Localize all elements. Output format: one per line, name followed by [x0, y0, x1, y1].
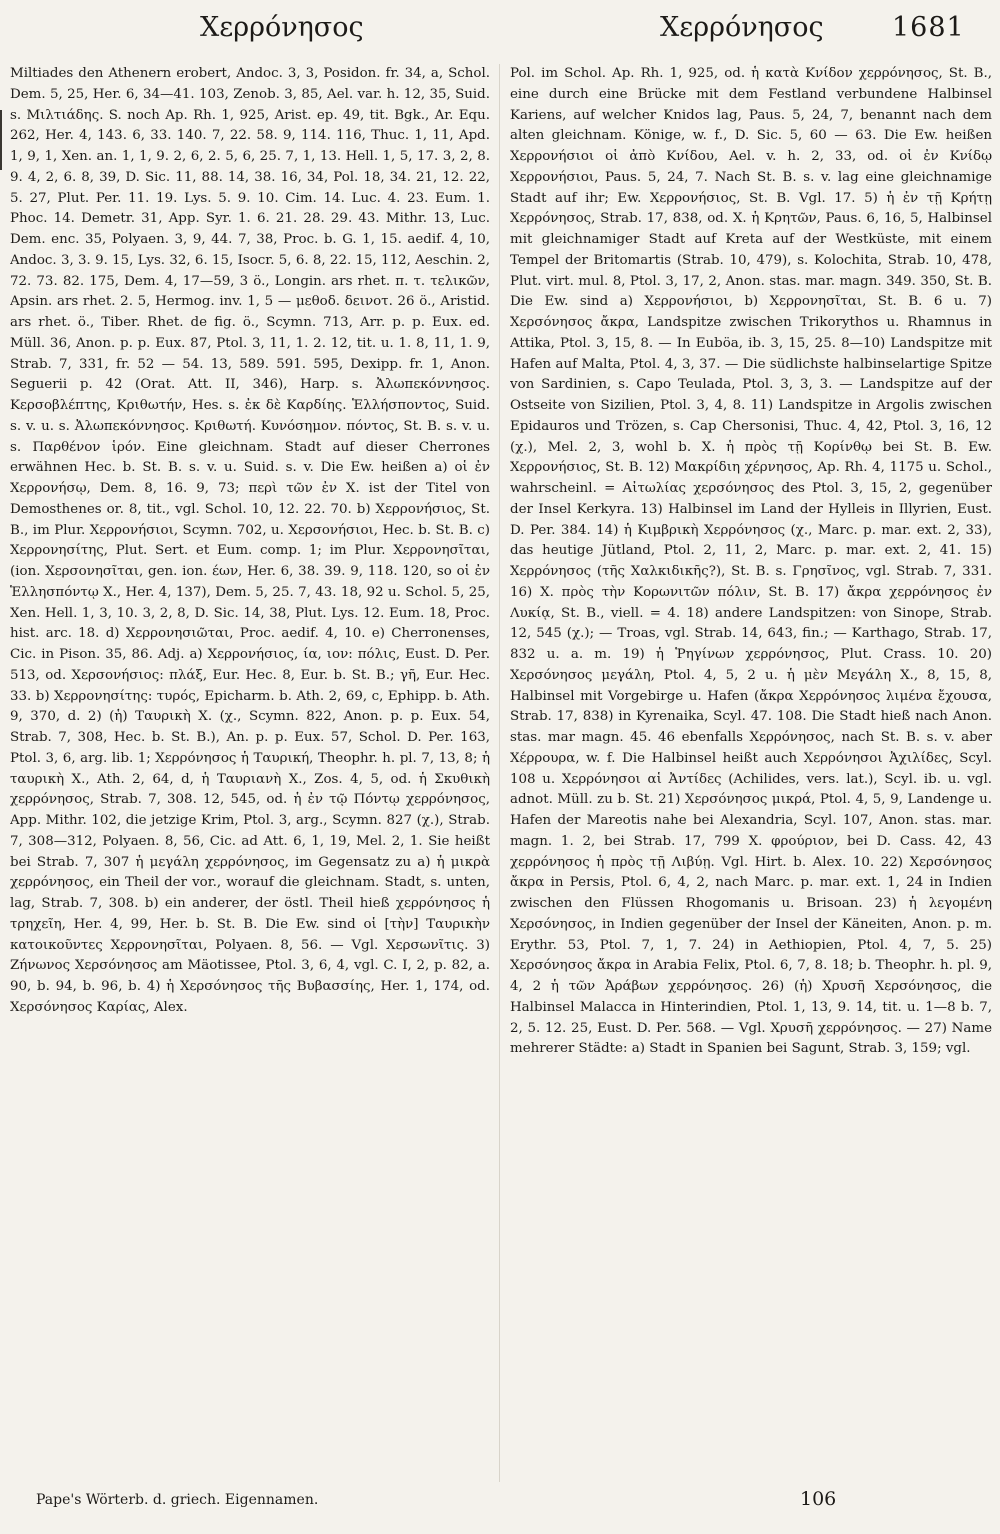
- footer-publisher: Pape's Wörterb. d. griech. Eigennamen.: [36, 1492, 319, 1508]
- right-column: [510, 64, 992, 1484]
- header-title-right: Χερρόνησος: [660, 12, 824, 43]
- left-column: [10, 64, 490, 1484]
- margin-mark: [0, 110, 2, 170]
- left-column-text: Miltiades den Athenern erobert, Andoc. 3, 3, Posidon. fr. 34, a, Schol. Dem. 5, 25, Her. 6, 34—41. 103, Zenob. 3, 85, Ael. var. h. 12, 35, Suid. s. Μιλτιάδης. S. noch Ap. Rh. 1, 925, Arist. ep. 49, tit. Bgk., Ar. Equ. 262, Her. 4, 143. 6, 33. 140. 7, 22. 58. 9, 114. 116, Thuc. 1, 11, Apd. 1, 9, 1, Xen. an. 1, 1, 9. 2, 6, 2. 5, 6, 25. 7, 1, 13. Hell. 1, 5, 17. 3, 2, 8. 9. 4, 2, 6. 8, 39, D. Sic. 11, 88. 14, 38. 16, 34, Pol. 18, 34. 21, 12. 22, 5. 27, Plut. Per. 11. 19. Lys. 5. 9. 10. Cim. 14. Luc. 4. 23. Eum. 1. Phoc. 14. Demetr. 31, App. Syr. 1. 6. 21. 28. 29. 43. Mithr. 13, Luc. Dem. enc. 35, Polyaen. 3, 9, 44. 7, 38, Proc. b. G. 1, 15. aedif. 4, 10, Andoc. 3, 3. 9. 15, Lys. 32, 6. 15, Isocr. 5, 6. 8, 22. 15, 112, Aeschin. 2, 72. 73. 82. 175, Dem. 4, 17—59, 3 ö., Longin. ars rhet. π. τ. τελικῶν, Apsin. ars rhet. 2. 5, Hermog. inv. 1, 5 — μεθοδ. δεινοτ. 26 ö., Aristid. ars rhet. ö., Tiber. Rhet. de fig. ö., Scymn. 713, Arr. p. p. Eux. ed. Müll. 36, Anon. p. p. Eux. 87, Ptol. 3, 11, 1. 2. 12, tit. u. 1. 8, 11, 1. 9, Strab. 7, 331, fr. 52 — 54. 13, 589. 591. 595, Dexipp. fr. 1, Anon. Seguerii p. 42 (Orat. Att. II, 346), Harp. s. Ἀλωπεκόννησος. Κερσοβλέπτης, Κριθωτήν, Hes. s. ἐκ δὲ Καρδίης. Ἑλλήσποντος, Suid. s. v. u. s. Ἀλωπεκόννησος. Κριθωτή. Κυνόσημον. πόντος, St. B. s. v. u. s. Παρθένον ἱρόν. Eine gleichnam. Stadt auf dieser Cherrones erwähnen Hec. b. St. B. s. v. u. Suid. s. v. Die Ew. heißen a) οἱ ἐν Χερρονήσῳ, Dem. 8, 16. 9, 73; περὶ τῶν ἐν Χ. ist der Titel von Demosthenes or. 8, tit., vgl. Schol. 10, 12. 22. 70. b) Χερρονήσιος, St. B., im Plur. Χερρονήσιοι, Scymn. 702, u. Χερσονήσιοι, Hec. b. St. B. c) Χερρονησίτης, Plut. Sert. et Eum. comp. 1; im Plur. Χερρονησῖται, (ion. Χερσονησῖται, gen. ion. έων, Her. 6, 38. 39. 9, 118. 120, so οἱ ἐν Ἑλλησπόντῳ Χ., Her. 4, 137), Dem. 5, 25. 7, 43. 18, 92 u. Schol. 5, 25, Xen. Hell. 1, 3, 10. 3, 2, 8, D. Sic. 14, 38, Plut. Lys. 12. Eum. 18, Proc. hist. arc. 18. d) Χερρονησιῶται, Proc. aedif. 4, 10. e) Cherronenses, Cic. in Pison. 35, 86. Adj. a) Χερρονήσιος, ία, ιον: πόλις, Eust. D. Per. 513, od. Χερσονήσιος: πλάξ, Eur. Hec. 8, Eur. b. St. B.; γῆ, Eur. Hec. 33. b) Χερρονησίτης: τυρός, Epicharm. b. Ath. 2, 69, c, Ephipp. b. Ath. 9, 370, d. 2) (ἡ) Ταυρικὴ Χ. (χ., Scymn. 822, Anon. p. p. Eux. 54, Strab. 7, 308, Hec. b. St. B.), An. p. p. Eux. 57, Schol. D. Per. 163, Ptol. 3, 6, arg. lib. 1; Χερρόνησος ἡ Ταυρική, Theophr. h. pl. 7, 13, 8; ἡ ταυρικὴ Χ., Ath. 2, 64, d, ἡ Ταυριανὴ Χ., Zos. 4, 5, od. ἡ Σκυθικὴ χερρόνησος, Strab. 7, 308. 12, 545, od. ἡ ἐν τῷ Πόντῳ χερρόνησος, App. Mithr. 102, die jetzige Krim, Ptol. 3, arg., Scymn. 827 (χ.), Strab. 7, 308—312, Polyaen. 8, 56, Cic. ad Att. 6, 1, 19, Mel. 2, 1. Sie heißt bei Strab. 7, 307 ἡ μεγάλη χερρόνησος, im Gegensatz zu a) ἡ μικρὰ χερρόνησος, ein Theil der vor., worauf die gleichnam. Stadt, s. unten, lag, Strab. 7, 308. b) ein anderer, der östl. Theil hieß χερρόνησος ἡ τρηχεῖη, Her. 4, 99, Her. b. St. B. Die Ew. sind οἱ [τὴν] Ταυρικὴν κατοικοῦντες Χερρονησῖται, Polyaen. 8, 56. — Vgl. Χερσωνῖτις. 3) Ζήνωνος Χερσόνησος am Mäotissee, Ptol. 3, 6, 4, vgl. C. I, 2, p. 82, a. 90, b. 94, b. 96, b. 4) ἡ Χερσόνησος τῆς Βυβασσίης, Her. 1, 174, od. Χερσόνησος Καρίας, Alex.: [10, 66, 490, 1015]
- page-number: 1681: [892, 12, 965, 43]
- right-column-text: Pol. im Schol. Ap. Rh. 1, 925, od. ἡ κατὰ Κνίδον χερρόνησος, St. B., eine durch eine Brücke mit dem Festland verbundene Halbinsel Kariens, auf welcher Knidos lag, Paus. 5, 24, 7, benannt nach dem alten gleichnam. Könige, w. f., D. Sic. 5, 60 — 63. Die Ew. heißen Χερρονήσιοι οἱ ἀπὸ Κνίδου, Ael. v. h. 2, 33, od. οἱ ἐν Κνίδῳ Χερρονήσιοι, Paus. 5, 24, 7. Nach St. B. s. v. lag eine gleichnamige Stadt auf ihr; Ew. Χερρονήσιος, St. B. Vgl. 17. 5) ἡ ἐν τῇ Κρήτῃ Χερρόνησος, Strab. 17, 838, od. Χ. ἡ Κρητῶν, Paus. 6, 16, 5, Halbinsel mit gleichnamiger Stadt auf Kreta auf der Westküste, mit einem Tempel der Britomartis (Strab. 10, 479), s. Kolochita, Strab. 10, 478, Plut. virt. mul. 8, Ptol. 3, 17, 2, Anon. stas. mar. magn. 349. 350, St. B. Die Ew. sind a) Χερρονήσιοι, b) Χερρονησῖται, St. B. 6 u. 7) Χερσόνησος ἄκρα, Landspitze zwischen Trikorythos u. Rhamnus in Attika, Ptol. 3, 15, 8. — In Euböa, ib. 3, 15, 25. 8—10) Landspitze mit Hafen auf Malta, Ptol. 4, 3, 37. — Die südlichste halbinselartige Spitze von Sardinien, s. Capo Teulada, Ptol. 3, 3, 3. — Landspitze auf der Ostseite von Sizilien, Ptol. 3, 4, 8. 11) Landspitze in Argolis zwischen Epidauros und Trözen, s. Cap Chersonisi, Thuc. 4, 42, Ptol. 3, 16, 12 (χ.), Mel. 2, 3, wohl b. Χ. ἡ πρὸς τῇ Κορίνθῳ bei St. B. Ew. Χερρονήσιος, St. B. 12) Μακρίδιη χέρνησος, Ap. Rh. 4, 1175 u. Schol., wahrscheinl. = Αἰτωλίας χερσόνησος des Ptol. 3, 15, 2, gegenüber der Insel Kerkyra. 13) Halbinsel im Land der Hylleis in Illyrien, Eust. D. Per. 384. 14) ἡ Κιμβρικὴ Χερρόνησος (χ., Marc. p. mar. ext. 2, 33), das heutige Jütland, Ptol. 2, 11, 2, Marc. p. mar. ext. 2, 41. 15) Χερρόνησος (τῆς Χαλκιδικῆς?), St. B. s. Γρησῖνος, vgl. Strab. 7, 331. 16) Χ. πρὸς τὴν Κορωνιτῶν πόλιν, St. B. 17) ἄκρα χερρόνησος ἐν Λυκίᾳ, St. B., viell. = 4. 18) andere Landspitzen: von Sinope, Strab. 12, 545 (χ.); — Troas, vgl. Strab. 14, 643, fin.; — Karthago, Strab. 17, 832 u. a. m. 19) ἡ Ῥηγίνων χερρόνησος, Plut. Crass. 10. 20) Χερσόνησος μεγάλη, Ptol. 4, 5, 2 u. ἡ μὲν Μεγάλη Χ., 8, 15, 8, Halbinsel mit Vorgebirge u. Hafen (ἄκρα Χερρόνησος λιμένα ἔχουσα, Strab. 17, 838) in Kyrenaika, Scyl. 47. 108. Die Stadt hieß nach Anon. stas. mar magn. 45. 46 ebenfalls Χερρόνησος, nach St. B. s. v. aber Χέρρουρα, w. f. Die Halbinsel heißt auch Χερρόνησοι Ἀχιλίδες, Scyl. 108 u. Χερρόνησοι αἱ Ἀντίδες (Achilides, vers. lat.), Scyl. ib. u. vgl. adnot. Müll. zu b. St. 21) Χερσόνησος μικρά, Ptol. 4, 5, 9, Landenge u. Hafen der Mareotis nahe bei Alexandria, Scyl. 107, Anon. stas. mar. magn. 1. 2, bei Strab. 17, 799 Χ. φρούριον, bei D. Cass. 42, 43 χερρόνησος ἡ πρὸς τῇ Λιβύῃ. Vgl. Hirt. b. Alex. 10. 22) Χερσόνησος ἄκρα in Persis, Ptol. 6, 4, 2, nach Marc. p. mar. ext. 1, 24 in Indien zwischen den Flüssen Rhogomanis u. Brisoan. 23) ἡ λεγομένη Χερσόνησος, in Indien gegenüber der Insel der Käneiten, Anon. p. m. Erythr. 53, Ptol. 7, 1, 7. 24) in Aethiopien, Ptol. 4, 7, 5. 25) Χερσόνησος ἄκρα in Arabia Felix, Ptol. 6, 7, 8. 18; b. Theophr. h. pl. 9, 4, 2 ἡ τῶν Ἀράβων χερρόνησος. 26) (ἡ) Χρυσῆ Χερσόνησος, die Halbinsel Malacca in Hinterindien, Ptol. 1, 13, 9. 14, tit. u. 1—8 b. 7, 2, 5. 12. 25, Eust. D. Per. 568. — Vgl. Χρυσῆ χερρόνησος. — 27) Name mehrerer Städte: a) Stadt in Spanien bei Sagunt, Strab. 3, 159; vgl.: [510, 66, 992, 1057]
- header-title-left: Χερρόνησος: [200, 12, 364, 43]
- footer-signature: 106: [800, 1488, 837, 1510]
- running-header: [0, 6, 1000, 54]
- column-divider: [499, 64, 500, 1482]
